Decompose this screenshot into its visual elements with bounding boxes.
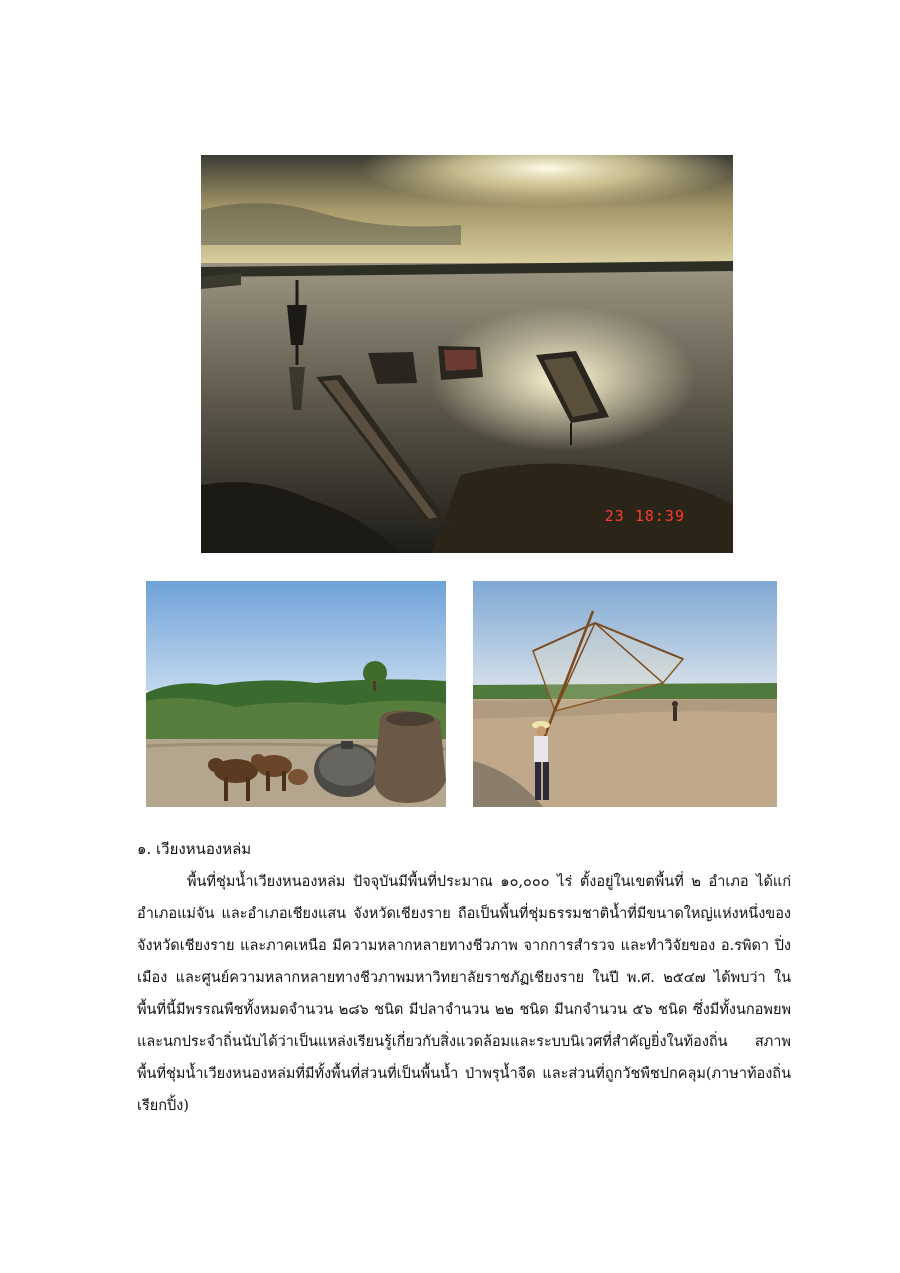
wetland-buffalo-image bbox=[146, 581, 446, 807]
photo-sunset-lake bbox=[201, 155, 733, 553]
sunset-lake-image bbox=[201, 155, 733, 553]
lift-net-fishing-image bbox=[473, 581, 777, 807]
photo-timestamp: 23 18:39 bbox=[604, 507, 685, 525]
photo-lift-net-fishing bbox=[473, 581, 777, 807]
section-heading: ๑. เวียงหนองหล่ม bbox=[137, 840, 252, 858]
photo-wetland-buffalo bbox=[146, 581, 446, 807]
section-paragraph: พื้นที่ชุ่มน้ำเวียงหนองหล่ม ปัจจุบันมีพื้นที่ประมาณ ๑๐,๐๐๐ ไร่ ตั้งอยู่ในเขตพื้นที่ ๒ อำเภอ ได้แก่ อำเภอแม่จัน และอำเภอเชียงแสน จังหวัดเชียงราย ถือเป็นพื้นที่ชุ่มธรรมชาติน้ำที่มีขนาดใหญ่แห่งหนึ่งของจังหวัดเชียงราย และภาคเหนือ มีความหลากหลายทางชีวภาพ จากการสำรวจ และทำวิจัยของ อ.รพิดา ปิ่งเมือง และศูนย์ความหลากหลายทางชีวภาพมหาวิทยาลัยราชภัฏเชียงราย ในปี พ.ศ. ๒๕๔๗ ได้พบว่า ในพื้นที่นี้มีพรรณพืชทั้งหมดจำนวน ๒๘๖ ชนิด มีปลาจำนวน ๒๒ ชนิด มีนกจำนวน ๕๖ ชนิด ซึ่งมีทั้งนกอพยพ และนกประจำถิ่นนับได้ว่าเป็นแหล่งเรียนรู้เกี่ยวกับสิ่งแวดล้อมและระบบนิเวศที่สำคัญยิ่งในท้องถิ่น สภาพพื้นที่ชุ่มน้ำเวียงหนองหล่มที่มีทั้งพื้นที่ส่วนที่เป็นพื้นน้ำ ป่าพรุน้ำจืด และส่วนที่ถูกวัชพืชปกคลุม(ภาษาท้องถิ่นเรียกปิ้ง) bbox=[137, 874, 791, 1114]
